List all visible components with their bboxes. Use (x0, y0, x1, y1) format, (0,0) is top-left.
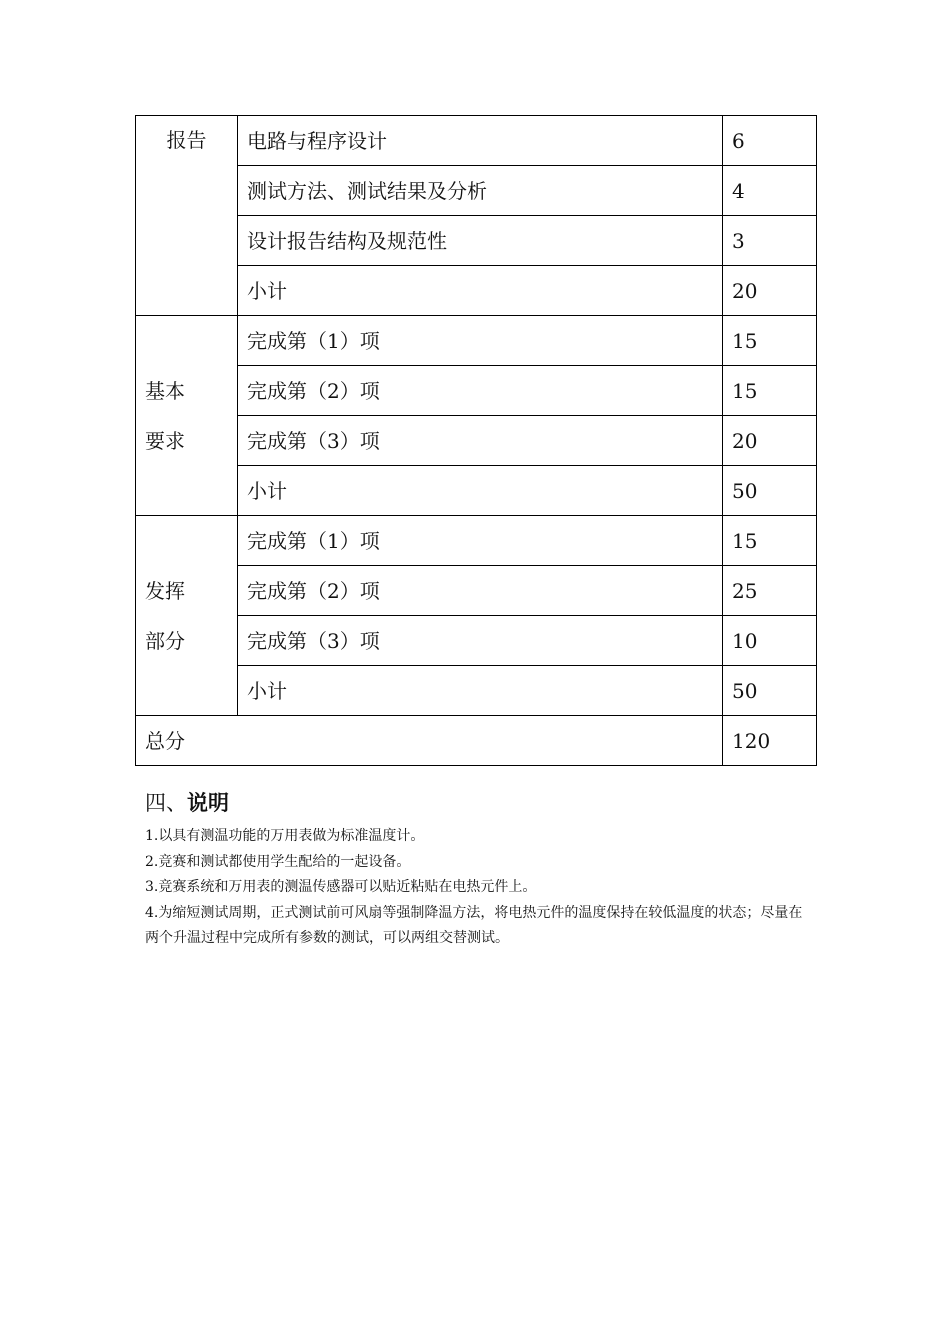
table-row (136, 516, 817, 566)
score-cell: 15 (723, 316, 817, 366)
total-row (136, 716, 817, 766)
note-item: 3.竞赛系统和万用表的测温传感器可以贴近粘贴在电热元件上。 (145, 879, 537, 895)
score-cell: 3 (723, 216, 817, 266)
table-row (136, 616, 817, 666)
score-cell: 25 (723, 566, 817, 616)
table-row (136, 416, 817, 466)
item-cell: 完成第（3）项 (238, 416, 723, 466)
table-row (136, 566, 817, 616)
total-label: 总分 (136, 716, 723, 766)
item-cell: 电路与程序设计 (238, 116, 723, 166)
item-cell: 完成第（1）项 (238, 516, 723, 566)
score-cell: 6 (723, 116, 817, 166)
score-cell: 15 (723, 516, 817, 566)
category-label: 部分 (145, 628, 185, 653)
score-cell: 50 (723, 666, 817, 716)
table-row (136, 266, 817, 316)
section-title: 说明 (187, 790, 229, 815)
category-label: 报告 (166, 128, 207, 152)
item-cell: 完成第（3）项 (238, 616, 723, 666)
table-row (136, 116, 817, 166)
note-item: 1.以具有测温功能的万用表做为标准温度计。 (145, 828, 425, 844)
category-cell-basic (136, 316, 238, 516)
score-cell: 20 (723, 266, 817, 316)
item-cell: 设计报告结构及规范性 (238, 216, 723, 266)
category-cell-report (136, 116, 238, 316)
item-cell: 测试方法、测试结果及分析 (238, 166, 723, 216)
note-item: 4.为缩短测试周期，正式测试前可风扇等强制降温方法，将电热元件的温度保持在较低温度的状态；尽量在两个升温过程中完成所有参数的测试，可以两组交替测试。 (145, 904, 803, 946)
item-cell: 小计 (238, 266, 723, 316)
table-row (136, 316, 817, 366)
table-row (136, 216, 817, 266)
item-cell: 完成第（1）项 (238, 316, 723, 366)
category-label: 基本 (145, 378, 185, 403)
note-item: 2.竞赛和测试都使用学生配给的一起设备。 (145, 853, 411, 870)
item-cell: 小计 (238, 666, 723, 716)
table-row (136, 666, 817, 716)
score-cell: 15 (723, 366, 817, 416)
total-score: 120 (723, 716, 817, 766)
item-cell: 完成第（2）项 (238, 366, 723, 416)
table-row (136, 366, 817, 416)
item-cell: 小计 (238, 466, 723, 516)
score-table (135, 115, 817, 766)
category-cell-extended (136, 516, 238, 716)
category-label: 发挥 (145, 578, 185, 603)
section-heading (145, 787, 229, 817)
category-label: 要求 (145, 428, 185, 453)
table-row (136, 466, 817, 516)
score-cell: 10 (723, 616, 817, 666)
score-cell: 20 (723, 416, 817, 466)
item-cell: 完成第（2）项 (238, 566, 723, 616)
score-cell: 50 (723, 466, 817, 516)
table-row (136, 166, 817, 216)
notes-list (145, 824, 815, 952)
score-cell: 4 (723, 166, 817, 216)
section-number: 四、 (145, 791, 187, 815)
